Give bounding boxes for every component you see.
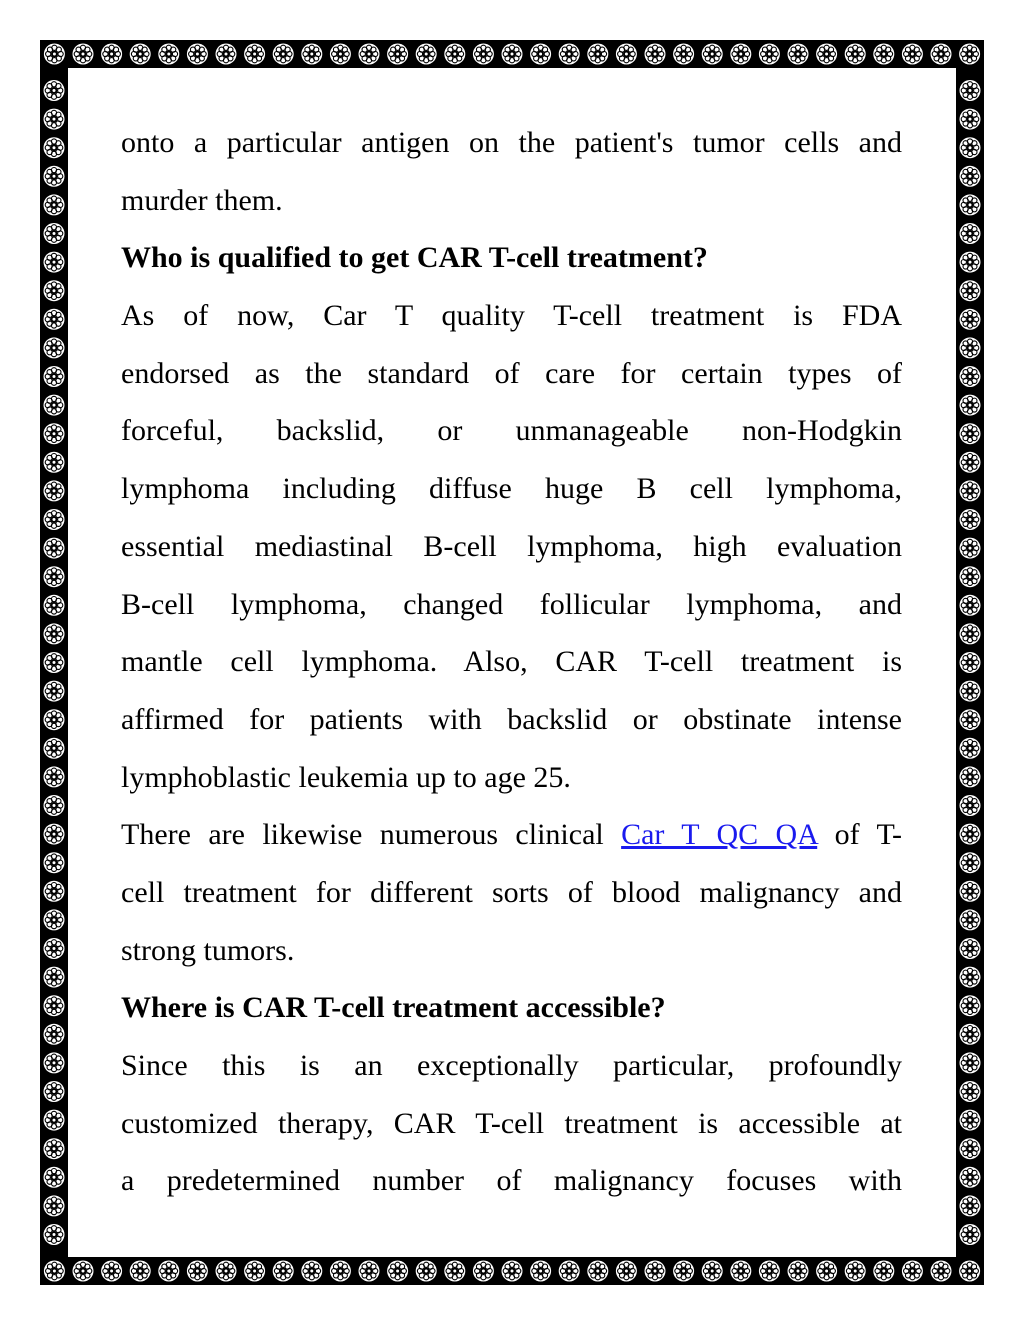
flower-icon xyxy=(387,44,408,65)
flower-icon xyxy=(931,1261,952,1282)
flower-icon xyxy=(101,1261,122,1282)
flower-icon xyxy=(873,1261,894,1282)
flower-icon xyxy=(960,452,981,473)
flower-icon xyxy=(244,1261,265,1282)
flower-icon xyxy=(44,766,65,787)
section-heading: Who is qualified to get CAR T-cell treatment? xyxy=(121,241,708,275)
flower-icon xyxy=(960,423,981,444)
flower-icon xyxy=(816,1261,837,1282)
flower-icon xyxy=(960,80,981,101)
flower-icon xyxy=(44,709,65,730)
flower-icon xyxy=(960,252,981,273)
flower-icon xyxy=(960,938,981,959)
flower-icon xyxy=(44,194,65,215)
flower-icon xyxy=(158,44,179,65)
flower-chain xyxy=(40,1257,984,1285)
flower-icon xyxy=(960,366,981,387)
flower-icon xyxy=(44,623,65,644)
flower-icon xyxy=(730,44,751,65)
body-line-with-link xyxy=(121,806,902,864)
flower-icon xyxy=(960,1052,981,1073)
flower-icon xyxy=(730,1261,751,1282)
flower-icon xyxy=(616,1261,637,1282)
flower-icon xyxy=(845,1261,866,1282)
flower-icon xyxy=(330,1261,351,1282)
body-line: onto a particular antigen on the patient's tumor cells and xyxy=(121,126,902,159)
flower-icon xyxy=(960,1081,981,1102)
flower-icon xyxy=(273,1261,294,1282)
section-heading: Where is CAR T-cell treatment accessible? xyxy=(121,991,666,1025)
flower-icon xyxy=(960,1167,981,1188)
body-line: a predetermined number of malignancy focuses with xyxy=(121,1164,902,1198)
flower-icon xyxy=(44,538,65,559)
flower-icon xyxy=(759,1261,780,1282)
flower-icon xyxy=(702,44,723,65)
flower-icon xyxy=(44,44,65,65)
flower-icon xyxy=(44,395,65,416)
flower-icon xyxy=(44,509,65,530)
flower-icon xyxy=(960,909,981,930)
flower-icon xyxy=(73,1261,94,1282)
flower-icon xyxy=(44,566,65,587)
flower-icon xyxy=(44,309,65,330)
flower-icon xyxy=(960,1024,981,1045)
flower-icon xyxy=(960,795,981,816)
flower-icon xyxy=(931,44,952,65)
flower-icon xyxy=(502,1261,523,1282)
flower-icon xyxy=(158,1261,179,1282)
flower-icon xyxy=(530,44,551,65)
flower-icon xyxy=(44,1052,65,1073)
flower-icon xyxy=(960,480,981,501)
flower-icon xyxy=(702,1261,723,1282)
flower-icon xyxy=(216,44,237,65)
flower-icon xyxy=(444,44,465,65)
flower-icon xyxy=(216,1261,237,1282)
flower-icon xyxy=(44,137,65,158)
flower-icon xyxy=(902,1261,923,1282)
flower-icon xyxy=(960,1138,981,1159)
flower-icon xyxy=(44,1167,65,1188)
flower-icon xyxy=(301,1261,322,1282)
flower-icon xyxy=(960,309,981,330)
flower-icon xyxy=(759,44,780,65)
flower-icon xyxy=(960,623,981,644)
flower-icon xyxy=(130,1261,151,1282)
flower-icon xyxy=(960,109,981,130)
flower-icon xyxy=(44,452,65,473)
body-line: customized therapy, CAR T-cell treatment is accessible at xyxy=(121,1106,902,1140)
flower-icon xyxy=(845,44,866,65)
flower-icon xyxy=(673,44,694,65)
flower-icon xyxy=(960,967,981,988)
flower-icon xyxy=(530,1261,551,1282)
car-t-qc-qa-link[interactable]: Car T QC QA xyxy=(621,818,818,852)
flower-icon xyxy=(44,967,65,988)
flower-icon xyxy=(130,44,151,65)
flower-icon xyxy=(44,423,65,444)
flower-icon xyxy=(44,280,65,301)
body-line: endorsed as the standard of care for certain types of xyxy=(121,356,902,390)
flower-icon xyxy=(616,44,637,65)
body-line: B-cell lymphoma, changed follicular lymphoma, and xyxy=(121,587,902,621)
flower-icon xyxy=(244,44,265,65)
body-line: Since this is an exceptionally particular, profoundly xyxy=(121,1049,902,1082)
flower-icon xyxy=(44,909,65,930)
body-line: affirmed for patients with backslid or obstinate intense xyxy=(121,702,902,736)
flower-icon xyxy=(960,881,981,902)
flower-icon xyxy=(44,252,65,273)
flower-icon xyxy=(44,938,65,959)
flower-icon xyxy=(960,1224,981,1245)
flower-icon xyxy=(902,44,923,65)
flower-icon xyxy=(44,738,65,759)
flower-icon xyxy=(559,1261,580,1282)
flower-icon xyxy=(44,1261,65,1282)
flower-icon xyxy=(816,44,837,65)
border-top xyxy=(40,40,984,68)
flower-icon xyxy=(502,44,523,65)
flower-icon xyxy=(330,44,351,65)
flower-icon xyxy=(960,1110,981,1131)
border-left xyxy=(40,68,68,1257)
flower-icon xyxy=(960,137,981,158)
flower-icon xyxy=(44,223,65,244)
flower-icon xyxy=(44,1024,65,1045)
flower-icon xyxy=(44,1138,65,1159)
flower-icon xyxy=(960,280,981,301)
flower-icon xyxy=(44,366,65,387)
flower-icon xyxy=(444,1261,465,1282)
body-line: forceful, backslid, or unmanageable non-Hodgkin xyxy=(121,414,902,448)
flower-icon xyxy=(960,395,981,416)
flower-icon xyxy=(44,595,65,616)
flower-icon xyxy=(44,681,65,702)
flower-icon xyxy=(960,595,981,616)
flower-icon xyxy=(959,1261,980,1282)
flower-icon xyxy=(44,1224,65,1245)
flower-icon xyxy=(44,852,65,873)
flower-icon xyxy=(645,44,666,65)
flower-icon xyxy=(44,109,65,130)
flower-chain xyxy=(956,68,984,1257)
flower-icon xyxy=(44,480,65,501)
flower-icon xyxy=(788,44,809,65)
flower-icon xyxy=(44,337,65,358)
flower-icon xyxy=(959,44,980,65)
body-line: strong tumors. xyxy=(121,933,295,967)
flower-icon xyxy=(187,44,208,65)
flower-icon xyxy=(960,738,981,759)
flower-icon xyxy=(44,166,65,187)
flower-icon xyxy=(101,44,122,65)
flower-icon xyxy=(73,44,94,65)
flower-icon xyxy=(587,1261,608,1282)
flower-icon xyxy=(960,995,981,1016)
flower-icon xyxy=(960,681,981,702)
border-bottom xyxy=(40,1257,984,1285)
flower-icon xyxy=(960,566,981,587)
body-line: As of now, Car T quality T-cell treatment is FDA xyxy=(121,299,902,333)
flower-icon xyxy=(359,44,380,65)
flower-icon xyxy=(44,80,65,101)
body-line: essential mediastinal B-cell lymphoma, high evaluation xyxy=(121,529,902,563)
flower-icon xyxy=(960,223,981,244)
body-line: murder them. xyxy=(121,183,283,217)
flower-icon xyxy=(473,1261,494,1282)
flower-chain xyxy=(40,68,68,1257)
flower-icon xyxy=(960,852,981,873)
flower-icon xyxy=(960,337,981,358)
flower-icon xyxy=(788,1261,809,1282)
flower-icon xyxy=(44,824,65,845)
border-right xyxy=(956,68,984,1257)
flower-icon xyxy=(960,166,981,187)
body-text: There are likewise numerous clinical xyxy=(121,818,622,852)
body-line: lymphoblastic leukemia up to age 25. xyxy=(121,760,571,794)
flower-icon xyxy=(473,44,494,65)
body-text: of T- xyxy=(834,818,902,852)
body-line: lymphoma including diffuse huge B cell lymphoma, xyxy=(121,472,902,506)
flower-chain xyxy=(40,40,984,68)
flower-icon xyxy=(359,1261,380,1282)
flower-icon xyxy=(645,1261,666,1282)
flower-icon xyxy=(44,652,65,673)
flower-icon xyxy=(44,995,65,1016)
flower-icon xyxy=(960,766,981,787)
flower-icon xyxy=(416,44,437,65)
flower-icon xyxy=(44,1081,65,1102)
flower-icon xyxy=(960,1195,981,1216)
flower-icon xyxy=(673,1261,694,1282)
body-line: mantle cell lymphoma. Also, CAR T-cell treatment is xyxy=(121,645,902,679)
flower-icon xyxy=(416,1261,437,1282)
flower-icon xyxy=(387,1261,408,1282)
flower-icon xyxy=(960,509,981,530)
flower-icon xyxy=(960,824,981,845)
body-line: cell treatment for different sorts of blood malignancy and xyxy=(121,875,902,909)
flower-icon xyxy=(301,44,322,65)
flower-icon xyxy=(960,538,981,559)
flower-icon xyxy=(44,1195,65,1216)
flower-icon xyxy=(559,44,580,65)
flower-icon xyxy=(960,194,981,215)
flower-icon xyxy=(587,44,608,65)
flower-icon xyxy=(44,881,65,902)
flower-icon xyxy=(273,44,294,65)
flower-icon xyxy=(960,652,981,673)
document-body xyxy=(121,114,902,1210)
flower-icon xyxy=(44,1110,65,1131)
flower-icon xyxy=(187,1261,208,1282)
flower-icon xyxy=(873,44,894,65)
flower-icon xyxy=(960,709,981,730)
flower-icon xyxy=(44,795,65,816)
